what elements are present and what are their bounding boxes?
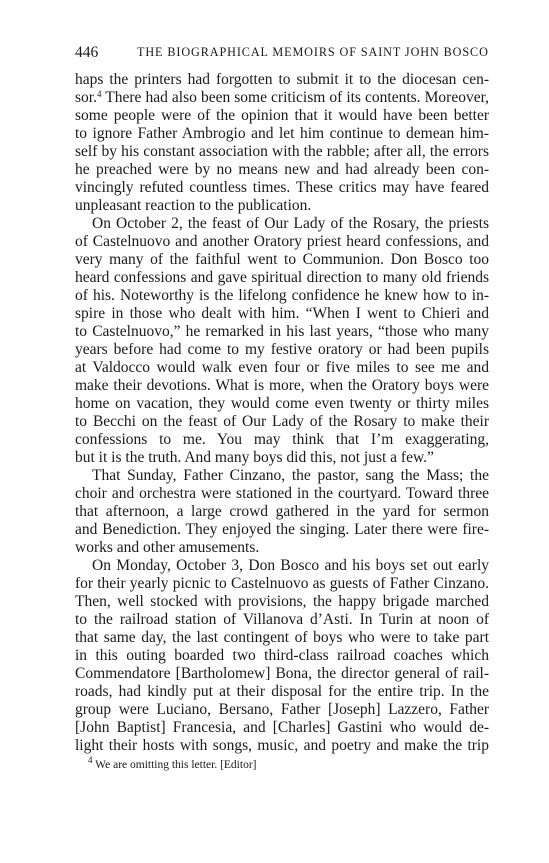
text-line: heard confessions and gave spiritual direction to many old friends — [75, 269, 489, 286]
text-line: works and other amusements. — [75, 539, 260, 556]
text-line: that same day, the last contingent of boys who were to take part — [75, 629, 489, 646]
text-line: confessions to me. You may think that I’m exaggerating, — [75, 431, 489, 448]
page-header — [75, 44, 489, 64]
text-line: Commendatore [Bartholomew] Bona, the director general of rail- — [75, 665, 489, 682]
text-line-with-footnote-ref — [75, 89, 489, 107]
text-line: vincingly refuted countless times. These critics may have feared — [75, 179, 489, 196]
footnote-reference: 4 — [96, 89, 102, 99]
running-title: THE BIOGRAPHICAL MEMOIRS OF SAINT JOHN BOSCO — [137, 45, 489, 59]
text-line: of Castelnuovo and another Oratory priest heard confessions, and — [75, 233, 489, 250]
body-text — [75, 71, 489, 774]
text-line: of his. Noteworthy is the lifelong confidence he knew how to in- — [75, 287, 489, 304]
footnote — [75, 756, 489, 774]
text-line: very many of the faithful went to Communion. Don Bosco too — [75, 251, 489, 268]
text-line: at Valdocco would walk even four or five miles to see me and — [75, 359, 489, 376]
paragraph-start-line: On Monday, October 3, Don Bosco and his boys set out early — [92, 557, 489, 574]
page-number: 446 — [75, 44, 99, 61]
paragraph-start-line: That Sunday, Father Cinzano, the pastor, sang the Mass; the — [92, 467, 489, 484]
text-line: make their devotions. What is more, when the Oratory boys were — [75, 377, 489, 394]
line-rest: There had also been some criticism of its contents. Moreover, — [105, 89, 489, 106]
text-line: to ignore Father Ambrogio and let him continue to demean him- — [75, 125, 489, 142]
text-line: that afternoon, a large crowd gathered in the yard for sermon — [75, 503, 489, 520]
text-line: [John Baptist] Francesia, and [Charles] Gastini who would de- — [75, 719, 489, 736]
text-line: light their hosts with songs, music, and poetry and make the trip — [75, 737, 489, 754]
text-line: unpleasant reaction to the publication. — [75, 197, 312, 214]
line-prefix: sor. — [75, 89, 97, 106]
text-line: haps the printers had forgotten to submit it to the diocesan cen- — [75, 71, 489, 88]
text-line: to the railroad station of Villanova d’Asti. In Turin at noon of — [75, 611, 489, 628]
text-line: spire in those who dealt with him. “When I went to Chieri and — [75, 305, 489, 322]
text-line: to Castelnuovo,” he remarked in his last years, “those who many — [75, 323, 489, 340]
paragraph-start-line: On October 2, the feast of Our Lady of the Rosary, the priests — [92, 215, 489, 232]
text-line: to Becchi on the feast of Our Lady of the Rosary to make their — [75, 413, 489, 430]
text-line: self by his constant association with the rabble; after all, the errors — [75, 143, 489, 160]
text-line: but it is the truth. And many boys did this, not just a few.” — [75, 449, 434, 466]
text-line: some people were of the opinion that it would have been better — [75, 107, 489, 124]
text-line: in this outing boarded two third-class railroad coaches which — [75, 647, 489, 664]
text-line: and Benediction. They enjoyed the singing. Later there were fire- — [75, 521, 489, 538]
text-line: home on vacation, they would come even twenty or thirty miles — [75, 395, 489, 412]
footnote-marker: 4 — [88, 755, 93, 765]
footnote-text: We are omitting this letter. [Editor] — [95, 759, 257, 771]
text-line: years before had come to my festive oratory or had been pupils — [75, 341, 489, 358]
text-line: roads, had kindly put at their disposal for the entire trip. In the — [75, 683, 489, 700]
text-line: Then, well stocked with provisions, the happy brigade marched — [75, 593, 489, 610]
text-line: choir and orchestra were stationed in the courtyard. Toward three — [75, 485, 489, 502]
text-line: group were Luciano, Bersano, Father [Joseph] Lazzero, Father — [75, 701, 489, 718]
text-line: he preached were by no means new and had already been con- — [75, 161, 489, 178]
text-line: for their yearly picnic to Castelnuovo as guests of Father Cinzano. — [75, 575, 489, 592]
